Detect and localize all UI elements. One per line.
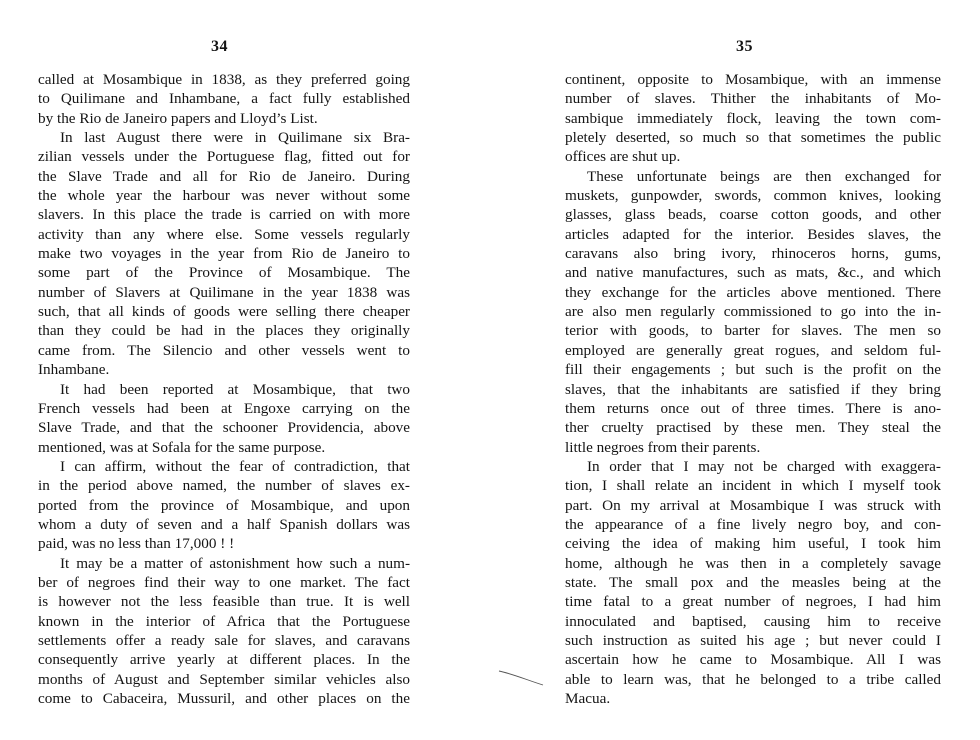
- text-line: paid, was no less than 17,000 ! !: [38, 535, 235, 553]
- text-line: they exchange for the articles above mentioned. There: [565, 283, 941, 301]
- text-line: whom a duty of seven and a half Spanish dollars was: [38, 515, 410, 533]
- text-line: mentioned, was at Sofala for the same purpose.: [38, 438, 326, 456]
- text-line: slaves, that the inhabitants are satisfied if they bring: [565, 380, 941, 398]
- text-line: offices are shut up.: [565, 148, 681, 166]
- text-line: such instruction as suited his age ; but never could I: [565, 631, 941, 649]
- text-line: state. The small pox and the measles being at the: [565, 573, 941, 591]
- text-line: settlements offer a ready sale for slaves, and caravans: [38, 631, 410, 649]
- text-line: are also men regularly commissioned to go into the in-: [565, 303, 941, 321]
- text-line: ber of negroes find their way to one market. The fact: [38, 573, 410, 591]
- text-line: some part of the Province of Mosambique. The: [38, 264, 410, 282]
- text-line: came from. The Silencio and other vessels went to: [38, 341, 410, 359]
- text-line: These unfortunate beings are then exchanged for: [587, 167, 941, 185]
- text-line: time fatal to a great number of negroes, I had him: [565, 593, 941, 611]
- text-line: months of August and September similar vehicles also: [38, 670, 410, 688]
- text-line: sambique immediately flock, leaving the town com-: [565, 109, 941, 127]
- text-line: to Quilimane and Inhambane, a fact fully established: [38, 90, 410, 108]
- text-line: little negroes from their parents.: [565, 438, 761, 456]
- text-line: the Slave Trade and all for Rio de Janeiro. During: [38, 167, 410, 185]
- text-line: In last August there were in Quilimane six Bra-: [60, 129, 410, 147]
- text-line: tion, I shall relate an incident in which I myself took: [565, 477, 941, 495]
- text-line: glasses, glass beads, coarse cotton goods, and other: [565, 206, 941, 224]
- text-line: innoculated and baptised, causing him to receive: [565, 612, 941, 630]
- text-line: Inhambane.: [38, 361, 110, 379]
- left-page-text: [38, 70, 410, 708]
- text-line: them returns once out of three times. There is ano-: [565, 399, 941, 417]
- text-line: Macua.: [565, 690, 611, 707]
- text-line: I can affirm, without the fear of contradiction, that: [60, 457, 410, 475]
- text-line: continent, opposite to Mosambique, with an immense: [565, 71, 941, 88]
- text-line: ceiving the idea of making him useful, I took him: [565, 535, 941, 553]
- pencil-mark: [497, 668, 545, 688]
- text-line: number of Slavers at Quilimane in the year 1838 was: [38, 283, 410, 301]
- text-line: and native manufactures, such as mats, &c., and which: [565, 264, 941, 282]
- text-line: able to learn was, that he belonged to a tribe called: [565, 670, 941, 688]
- text-line: known in the interior of Africa that the Portuguese: [38, 612, 410, 630]
- text-line: fill their engagements ; but such is the profit on the: [565, 361, 941, 379]
- text-line: caravans also bring ivory, rhinoceros horns, gums,: [565, 245, 941, 263]
- text-line: French vessels had been at Engoxe carrying on the: [38, 399, 410, 417]
- text-line: by the Rio de Janeiro papers and Lloyd’s List.: [38, 109, 318, 127]
- text-line: activity than any where else. Some vessels regularly: [38, 225, 410, 243]
- text-line: the appearance of a fine lively negro boy, and con-: [565, 515, 941, 533]
- text-line: in the period above named, the number of slaves ex-: [38, 477, 410, 495]
- text-line: come to Cabaceira, Mussuril, and other places on the: [38, 690, 410, 707]
- text-line: It may be a matter of astonishment how such a num-: [60, 554, 410, 572]
- text-line: It had been reported at Mosambique, that two: [60, 380, 410, 398]
- right-page-text: [565, 70, 941, 708]
- text-line: part. On my arrival at Mosambique I was struck with: [565, 496, 941, 514]
- text-line: consequently arrive yearly at different places. In the: [38, 651, 410, 669]
- text-line: called at Mosambique in 1838, as they preferred going: [38, 71, 410, 88]
- text-line: muskets, gunpowder, swords, common knives, looking: [565, 187, 941, 205]
- text-line: number of slaves. Thither the inhabitants of Mo-: [565, 90, 941, 108]
- text-line: slavers. In this place the trade is carried on with more: [38, 206, 410, 224]
- text-line: home, although he was then in a completely savage: [565, 554, 941, 572]
- text-line: articles adapted for the interior. Besides slaves, the: [565, 225, 941, 243]
- page-number: 34: [211, 38, 228, 55]
- page-number: 35: [736, 38, 753, 55]
- text-line: employed are generally great rogues, and seldom ful-: [565, 341, 941, 359]
- text-line: zilian vessels under the Portuguese flag, fitted out for: [38, 148, 410, 166]
- text-line: is however not the less feasible than true. It is well: [38, 593, 410, 611]
- text-line: make two voyages in the year from Rio de Janeiro to: [38, 245, 410, 263]
- text-line: pletely deserted, so much so that sometimes the public: [565, 129, 941, 147]
- text-line: ascertain how he came to Mosambique. All I was: [565, 651, 941, 669]
- text-line: terior with goods, to barter for slaves. The men so: [565, 322, 941, 340]
- text-line: Slave Trade, and that the schooner Providencia, above: [38, 419, 410, 437]
- text-line: the whole year the harbour was never without some: [38, 187, 410, 205]
- text-line: ported from the province of Mosambique, and upon: [38, 496, 410, 514]
- text-line: than they could be had in the places they originally: [38, 322, 410, 340]
- text-line: such, that all kinds of goods were selling there cheaper: [38, 303, 410, 321]
- text-line: ther cruelty practised by these men. They steal the: [565, 419, 941, 437]
- text-line: In order that I may not be charged with exaggera-: [587, 457, 941, 475]
